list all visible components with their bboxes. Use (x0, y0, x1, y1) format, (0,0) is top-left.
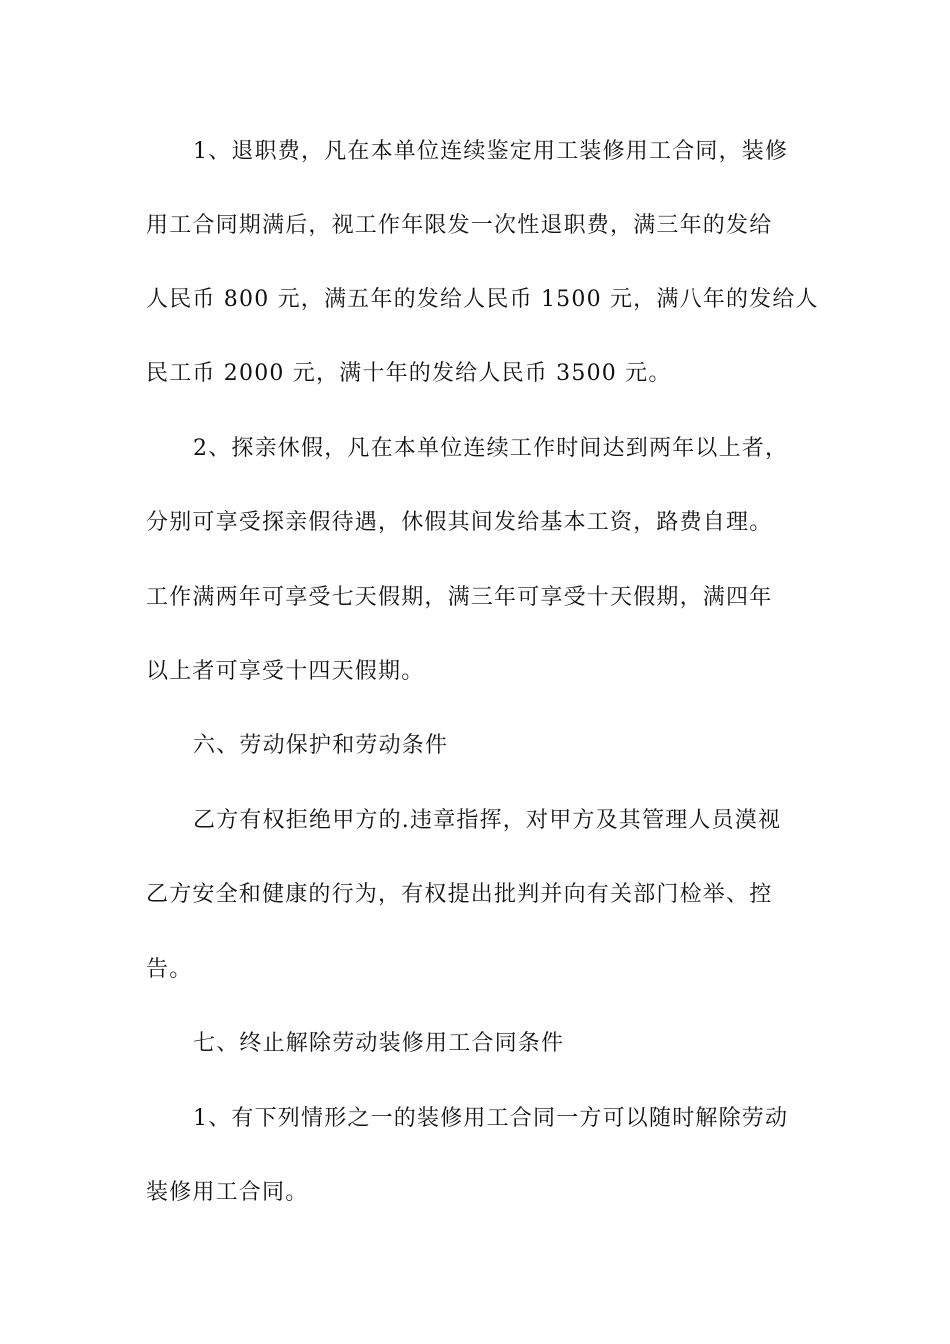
section-heading-6: 六、劳动保护和劳动条件 (193, 733, 449, 758)
paragraph-4-line-2: 装修用工合同。 (146, 1180, 309, 1205)
paragraph-2-line-1: 2、探亲休假，凡在本单位连续工作时间达到两年以上者， (193, 436, 789, 461)
paragraph-3-line-2: 乙方安全和健康的行为，有权提出批判并向有关部门检举、控 (146, 882, 773, 907)
paragraph-4-line-1: 1、有下列情形之一的装修用工合同一方可以随时解除劳动 (193, 1106, 789, 1131)
paragraph-2-line-3: 工作满两年可享受七天假期，满三年可享受十天假期，满四年 (146, 585, 773, 610)
paragraph-3-line-3: 告。 (146, 957, 193, 982)
paragraph-3-line-1: 乙方有权拒绝甲方的.违章指挥，对甲方及其管理人员漠视 (193, 808, 782, 833)
paragraph-2-line-2: 分别可享受探亲假待遇，休假其间发给基本工资，路费自理。 (146, 510, 773, 535)
paragraph-2-line-4: 以上者可享受十四天假期。 (146, 659, 425, 684)
paragraph-1-line-2: 用工合同期满后，视工作年限发一次性退职费，满三年的发给 (146, 213, 773, 238)
paragraph-1-line-3: 人民币 800 元，满五年的发给人民币 1500 元，满八年的发给人 (146, 287, 819, 312)
paragraph-1-line-4: 民工币 2000 元，满十年的发给人民币 3500 元。 (146, 361, 672, 386)
section-heading-7: 七、终止解除劳动装修用工合同条件 (193, 1031, 565, 1056)
paragraph-1-line-1: 1、退职费，凡在本单位连续鉴定用工装修用工合同，装修 (193, 139, 789, 164)
